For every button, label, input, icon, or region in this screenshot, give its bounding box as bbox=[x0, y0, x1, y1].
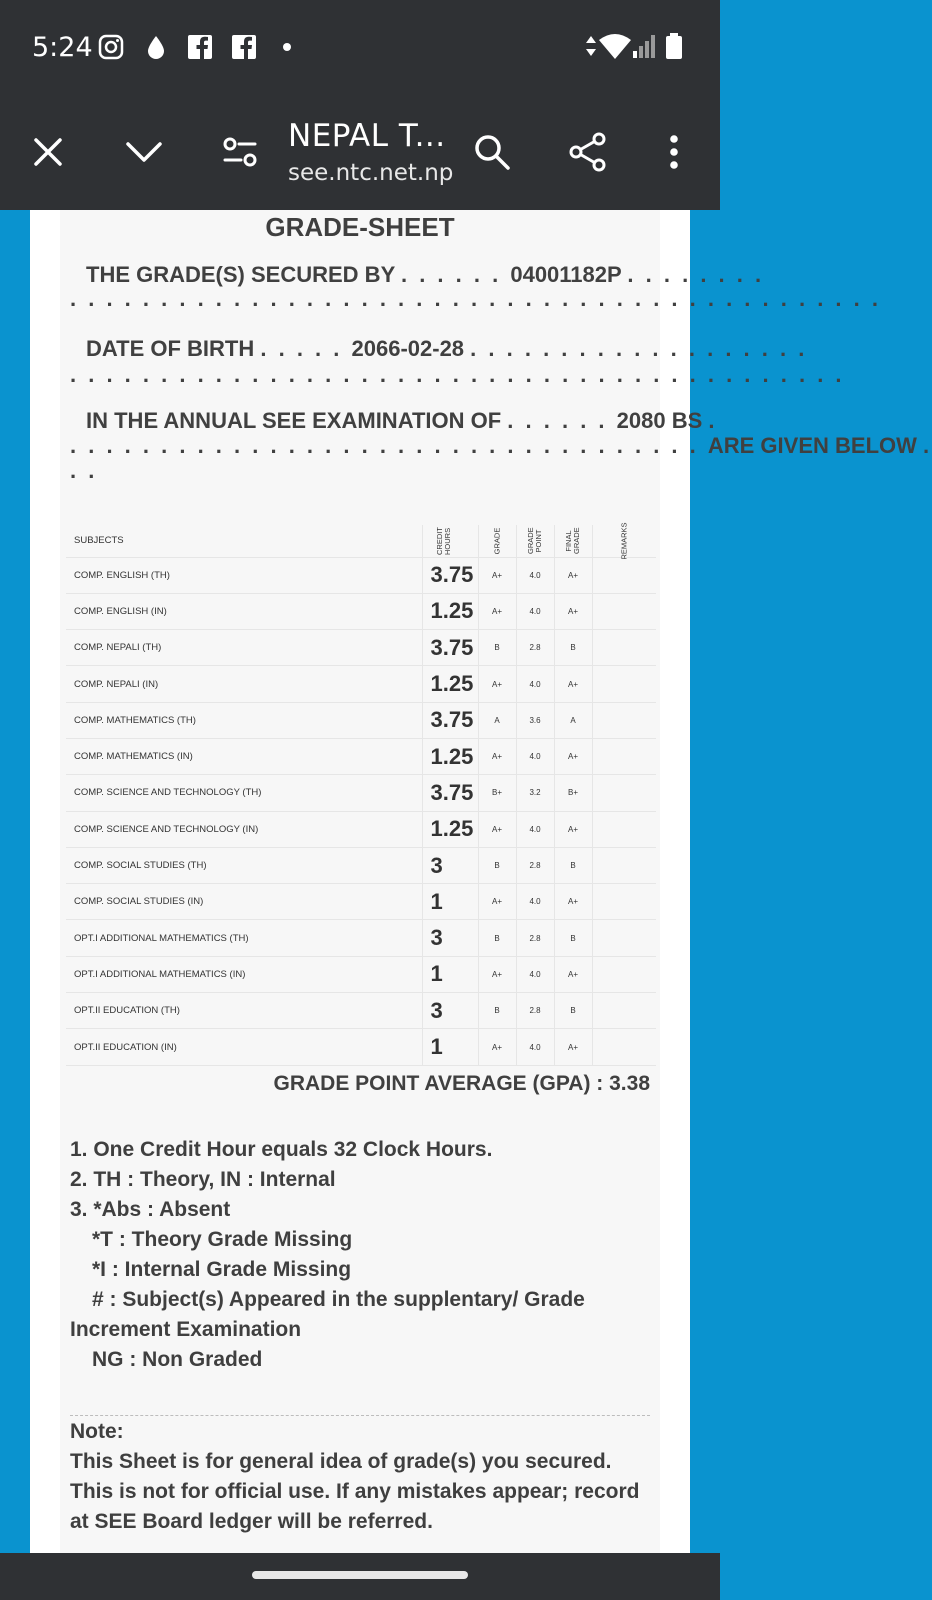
remarks-cell bbox=[592, 702, 656, 738]
credit-hours-cell: 3.75 bbox=[422, 557, 478, 593]
page-info-button[interactable] bbox=[212, 124, 268, 180]
subject-cell: COMP. MATHEMATICS (TH) bbox=[66, 702, 422, 738]
grade-cell: B bbox=[478, 630, 516, 666]
final-grade-header bbox=[554, 525, 592, 557]
grade-point-cell: 2.8 bbox=[516, 920, 554, 956]
final-grade-cell: A+ bbox=[554, 956, 592, 992]
dots-line: . . . . . . . . . . . . . . . . . . . . . . . . . . . . . . . . . . . . . . . . . . . . . bbox=[70, 286, 881, 311]
note-text: This Sheet is for general idea of grade(s) you secured. This is not for official use. If any mistakes appear; record at SEE Board ledger will be referred. bbox=[70, 1450, 640, 1533]
dots-line: . . bbox=[70, 458, 98, 483]
legend-list bbox=[70, 1135, 654, 1375]
remarks-cell bbox=[592, 738, 656, 774]
given-below-text: ARE GIVEN BELOW bbox=[707, 433, 917, 458]
grade-point-cell: 2.8 bbox=[516, 847, 554, 883]
table-row bbox=[66, 956, 656, 992]
remarks-cell bbox=[592, 666, 656, 702]
date-of-birth: 2066-02-28 bbox=[351, 336, 465, 361]
legend-item: Increment Examination bbox=[70, 1318, 302, 1341]
final-grade-label: FINAL GRADE bbox=[564, 527, 581, 554]
subject-cell: COMP. SCIENCE AND TECHNOLOGY (IN) bbox=[66, 811, 422, 847]
credit-hours-cell: 1.25 bbox=[422, 811, 478, 847]
final-grade-cell: B bbox=[554, 920, 592, 956]
grade-cell: B+ bbox=[478, 775, 516, 811]
chevron-down-icon bbox=[125, 140, 163, 164]
credit-hours-cell: 3.75 bbox=[422, 775, 478, 811]
wifi-icon bbox=[598, 32, 632, 60]
custom-tab-toolbar bbox=[0, 96, 720, 210]
more-options-button[interactable] bbox=[646, 124, 702, 180]
grade-point-cell: 2.8 bbox=[516, 993, 554, 1029]
subject-cell: OPT.I ADDITIONAL MATHEMATICS (IN) bbox=[66, 956, 422, 992]
table-row bbox=[66, 847, 656, 883]
table-row bbox=[66, 738, 656, 774]
dot-icon bbox=[282, 42, 292, 52]
given-below-line bbox=[70, 433, 932, 458]
remarks-header bbox=[592, 522, 656, 560]
subject-cell: COMP. SCIENCE AND TECHNOLOGY (TH) bbox=[66, 775, 422, 811]
table-row bbox=[66, 666, 656, 702]
sheet-title: GRADE-SHEET bbox=[265, 212, 455, 242]
close-button[interactable] bbox=[20, 124, 76, 180]
grade-point-cell: 4.0 bbox=[516, 1029, 554, 1065]
final-grade-cell: A+ bbox=[554, 1029, 592, 1065]
page-url: see.ntc.net.np bbox=[288, 160, 454, 186]
remarks-label: REMARKS bbox=[619, 522, 629, 560]
grade-point-cell: 4.0 bbox=[516, 593, 554, 629]
grade-cell: B bbox=[478, 920, 516, 956]
share-icon bbox=[569, 132, 607, 172]
grade-point-cell: 4.0 bbox=[516, 557, 554, 593]
exam-label: IN THE ANNUAL SEE EXAMINATION OF bbox=[86, 408, 502, 433]
final-grade-cell: A+ bbox=[554, 811, 592, 847]
instagram-icon bbox=[98, 34, 124, 60]
table-row bbox=[66, 920, 656, 956]
water-drop-icon bbox=[143, 34, 169, 60]
remarks-cell bbox=[592, 775, 656, 811]
table-row bbox=[66, 1029, 656, 1065]
grade-cell: A+ bbox=[478, 956, 516, 992]
credit-hours-cell: 3 bbox=[422, 847, 478, 883]
remarks-cell bbox=[592, 847, 656, 883]
credit-hours-header bbox=[422, 525, 478, 557]
remarks-cell bbox=[592, 811, 656, 847]
note-label: Note: bbox=[70, 1420, 124, 1443]
dob-line bbox=[70, 336, 808, 361]
credit-hours-cell: 1 bbox=[422, 956, 478, 992]
secured-by-label: THE GRADE(S) SECURED BY bbox=[86, 262, 395, 287]
grade-cell: B bbox=[478, 847, 516, 883]
status-bar bbox=[0, 0, 720, 96]
subject-cell: COMP. MATHEMATICS (IN) bbox=[66, 738, 422, 774]
grades-table-body bbox=[66, 557, 656, 1065]
remarks-cell bbox=[592, 1029, 656, 1065]
table-row bbox=[66, 884, 656, 920]
share-button[interactable] bbox=[560, 124, 616, 180]
grade-cell: A+ bbox=[478, 811, 516, 847]
home-gesture-handle[interactable] bbox=[252, 1571, 468, 1579]
dots: . . . . . . bbox=[507, 408, 617, 433]
grade-cell: A+ bbox=[478, 557, 516, 593]
table-header-row bbox=[66, 525, 656, 557]
subject-cell: COMP. SOCIAL STUDIES (IN) bbox=[66, 884, 422, 920]
credit-hours-cell: 3 bbox=[422, 920, 478, 956]
grade-point-cell: 4.0 bbox=[516, 666, 554, 702]
dots: . . . . . . bbox=[400, 262, 511, 287]
legend-item: *T : Theory Grade Missing bbox=[92, 1228, 353, 1251]
legend-item: 2. TH : Theory, IN : Internal bbox=[70, 1168, 336, 1191]
legend-item: *I : Internal Grade Missing bbox=[92, 1258, 352, 1281]
navigation-bar bbox=[0, 1553, 720, 1600]
credit-hours-cell: 3.75 bbox=[422, 630, 478, 666]
remarks-cell bbox=[592, 630, 656, 666]
credit-hours-cell: 3 bbox=[422, 993, 478, 1029]
status-time: 5:24 bbox=[32, 32, 93, 63]
remarks-cell bbox=[592, 920, 656, 956]
legend-item: NG : Non Graded bbox=[92, 1348, 263, 1371]
grade-point-label: GRADE POINT bbox=[526, 527, 543, 554]
note-section bbox=[70, 1417, 654, 1537]
table-row bbox=[66, 557, 656, 593]
exam-line bbox=[70, 408, 718, 433]
legend-item: 3. *Abs : Absent bbox=[70, 1198, 231, 1221]
grade-point-cell: 3.6 bbox=[516, 702, 554, 738]
legend-item: 1. One Credit Hour equals 32 Clock Hours. bbox=[70, 1138, 493, 1161]
subject-cell: OPT.I ADDITIONAL MATHEMATICS (TH) bbox=[66, 920, 422, 956]
final-grade-cell: A+ bbox=[554, 738, 592, 774]
grade-label: GRADE bbox=[491, 527, 501, 555]
gpa-text: GRADE POINT AVERAGE (GPA) : 3.38 bbox=[273, 1072, 650, 1095]
remarks-cell bbox=[592, 993, 656, 1029]
grade-cell: A+ bbox=[478, 738, 516, 774]
credit-hours-cell: 1.25 bbox=[422, 593, 478, 629]
remarks-cell bbox=[592, 884, 656, 920]
grade-point-cell: 4.0 bbox=[516, 884, 554, 920]
grade-cell: A+ bbox=[478, 593, 516, 629]
grade-point-cell: 4.0 bbox=[516, 956, 554, 992]
subject-cell: OPT.II EDUCATION (IN) bbox=[66, 1029, 422, 1065]
minimize-button[interactable] bbox=[116, 124, 172, 180]
grade-cell: B bbox=[478, 993, 516, 1029]
dots-line: . . . . . . . . . . . . . . . . . . . . . . . . . . . . . . . . . . . . . . . . . . . bbox=[70, 362, 845, 387]
grade-cell: A+ bbox=[478, 1029, 516, 1065]
dots: . . . . . . . . bbox=[627, 262, 765, 287]
grade-point-cell: 4.0 bbox=[516, 738, 554, 774]
grade-cell: A+ bbox=[478, 884, 516, 920]
subject-cell: COMP. NEPALI (TH) bbox=[66, 630, 422, 666]
credit-hours-label: CREDIT HOURS bbox=[434, 526, 452, 555]
page-title: NEPAL T... bbox=[288, 118, 446, 154]
final-grade-cell: A bbox=[554, 702, 592, 738]
final-grade-cell: B bbox=[554, 847, 592, 883]
subject-cell: COMP. ENGLISH (TH) bbox=[66, 557, 422, 593]
final-grade-cell: B bbox=[554, 993, 592, 1029]
remarks-cell bbox=[592, 956, 656, 992]
exam-year: 2080 BS bbox=[616, 408, 703, 433]
remarks-cell bbox=[592, 557, 656, 593]
web-page bbox=[30, 210, 932, 1553]
grade-cell: A+ bbox=[478, 666, 516, 702]
subject-cell: COMP. ENGLISH (IN) bbox=[66, 593, 422, 629]
dots: . . . . . bbox=[260, 336, 352, 361]
final-grade-cell: B+ bbox=[554, 775, 592, 811]
search-button[interactable] bbox=[464, 124, 520, 180]
dots: . . . . . . . . . . . . . . . . . . . . . . . . . . . . . . . . . . . bbox=[70, 433, 708, 458]
final-grade-cell: A+ bbox=[554, 884, 592, 920]
credit-hours-cell: 1.25 bbox=[422, 666, 478, 702]
table-row bbox=[66, 811, 656, 847]
tune-icon bbox=[223, 137, 257, 167]
facebook-icon bbox=[187, 34, 213, 60]
grade-point-cell: 4.0 bbox=[516, 811, 554, 847]
grade-point-cell: 2.8 bbox=[516, 630, 554, 666]
credit-hours-cell: 3.75 bbox=[422, 702, 478, 738]
subject-cell: COMP. SOCIAL STUDIES (TH) bbox=[66, 847, 422, 883]
grade-point-header bbox=[516, 525, 554, 557]
table-row bbox=[66, 775, 656, 811]
subject-cell: OPT.II EDUCATION (TH) bbox=[66, 993, 422, 1029]
table-row bbox=[66, 702, 656, 738]
symbol-number: 04001182P bbox=[510, 262, 622, 287]
final-grade-cell: A+ bbox=[554, 557, 592, 593]
dob-label: DATE OF BIRTH bbox=[86, 336, 255, 361]
final-grade-cell: A+ bbox=[554, 593, 592, 629]
legend-item: # : Subject(s) Appeared in the supplentary/ Grade bbox=[92, 1288, 585, 1311]
credit-hours-cell: 1 bbox=[422, 884, 478, 920]
battery-icon bbox=[664, 32, 684, 60]
final-grade-cell: A+ bbox=[554, 666, 592, 702]
grades-table bbox=[66, 522, 656, 1066]
table-row bbox=[66, 993, 656, 1029]
divider bbox=[70, 1415, 650, 1416]
subject-cell: COMP. NEPALI (IN) bbox=[66, 666, 422, 702]
final-grade-cell: B bbox=[554, 630, 592, 666]
grade-header bbox=[478, 525, 516, 557]
table-row bbox=[66, 630, 656, 666]
dots: . bbox=[923, 433, 932, 458]
close-icon bbox=[31, 135, 65, 169]
search-icon bbox=[473, 133, 511, 171]
more-vert-icon bbox=[669, 134, 679, 170]
subjects-header: SUBJECTS bbox=[66, 525, 422, 557]
grade-point-cell: 3.2 bbox=[516, 775, 554, 811]
credit-hours-cell: 1.25 bbox=[422, 738, 478, 774]
credit-hours-cell: 1 bbox=[422, 1029, 478, 1065]
data-arrows-icon bbox=[584, 32, 598, 60]
secured-by-line bbox=[70, 262, 765, 287]
dots: . bbox=[708, 408, 718, 433]
grade-sheet bbox=[60, 210, 932, 1553]
facebook-icon bbox=[231, 34, 257, 60]
signal-icon bbox=[632, 32, 656, 60]
remarks-cell bbox=[592, 593, 656, 629]
table-row bbox=[66, 593, 656, 629]
dots: . . . . . . . . . . . . . . . . . . . bbox=[470, 336, 808, 361]
grade-cell: A bbox=[478, 702, 516, 738]
